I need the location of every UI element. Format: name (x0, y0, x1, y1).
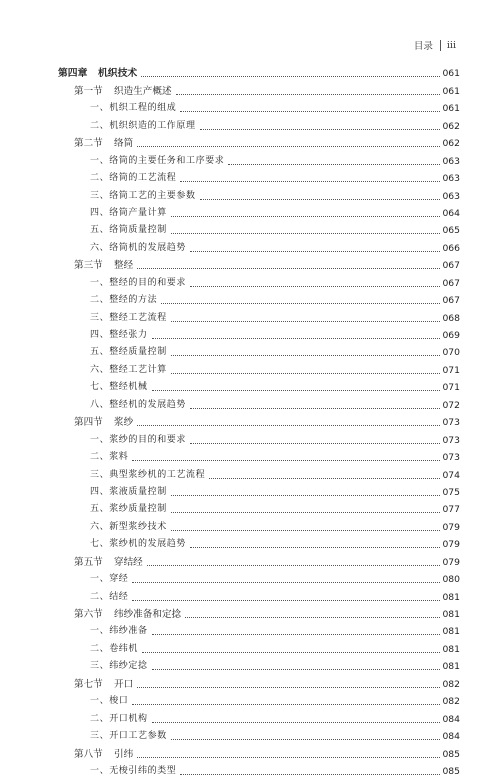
toc-entry-page: 079 (442, 539, 460, 551)
toc-entry-sub[interactable] (58, 637, 460, 654)
toc-entry-page: 061 (442, 103, 460, 115)
toc-entry-title: 浆纱 (114, 417, 134, 429)
toc-entry-label (58, 609, 181, 620)
toc-entry-title: 二、卷纬机 (90, 643, 139, 654)
toc-entry-page: 067 (442, 260, 460, 272)
toc-entry-section[interactable] (58, 742, 460, 759)
toc-entry-page: 069 (442, 330, 460, 341)
toc-entry-label (58, 574, 128, 585)
toc-entry-label (58, 173, 176, 184)
toc-entry-sub[interactable] (58, 481, 460, 498)
toc-entry-title: 整经 (114, 260, 134, 272)
toc-entry-title: 四、浆液质量控制 (90, 486, 167, 497)
dot-leader (152, 389, 441, 391)
toc-entry-page: 071 (442, 382, 460, 394)
toc-entry-label (58, 417, 133, 428)
toc-entry-label (58, 243, 186, 254)
toc-entry-title: 一、梭口 (90, 696, 129, 707)
dot-leader (180, 773, 440, 775)
dot-leader (137, 267, 440, 269)
toc-entry-sub[interactable] (58, 341, 460, 358)
dot-leader (190, 250, 440, 252)
toc-entry-sub[interactable] (58, 306, 460, 323)
toc-entry-page: 063 (442, 190, 460, 202)
toc-entry-number: 第七节 (74, 678, 103, 690)
toc-entry-sub[interactable] (58, 149, 460, 166)
toc-entry-title: 五、浆纱质量控制 (90, 504, 167, 515)
toc-entry-page: 084 (442, 731, 460, 743)
dot-leader (200, 198, 441, 200)
toc-entry-title: 一、络筒的主要任务和工序要求 (90, 155, 225, 166)
dot-leader (141, 75, 440, 77)
toc-entry-sub[interactable] (58, 463, 460, 480)
toc-entry-page: 063 (442, 155, 460, 167)
dot-leader (161, 302, 440, 304)
toc-entry-label (58, 626, 148, 637)
toc-entry-page: 074 (442, 469, 460, 481)
toc-entry-label (58, 138, 133, 149)
toc-entry-title: 二、开口机构 (90, 713, 148, 724)
dot-leader (171, 738, 441, 740)
dot-leader (190, 546, 440, 548)
toc-entry-page: 064 (442, 207, 460, 219)
toc-entry-page: 065 (442, 225, 460, 237)
toc-entry-page: 068 (442, 312, 460, 324)
dot-leader (132, 581, 440, 583)
dot-leader (137, 686, 440, 688)
toc-entry-page: 085 (442, 748, 460, 760)
toc-entry-label (58, 557, 143, 568)
toc-entry-page: 067 (442, 295, 460, 307)
toc-entry-title: 一、整经的目的和要求 (90, 277, 187, 288)
toc-entry-sub[interactable] (58, 760, 460, 777)
toc-entry-sub[interactable] (58, 498, 460, 515)
toc-entry-label (58, 661, 148, 672)
toc-entry-page: 084 (442, 713, 460, 725)
toc-entry-sub[interactable] (58, 376, 460, 393)
toc-entry-label (58, 435, 186, 446)
dot-leader (171, 372, 441, 374)
toc-entry-label (58, 121, 196, 132)
toc-entry-title: 穿结经 (114, 556, 143, 568)
dot-leader (171, 215, 441, 217)
toc-entry-sub[interactable] (58, 236, 460, 253)
toc-entry-label (58, 225, 167, 236)
toc-entry-title: 三、络筒工艺的主要参数 (90, 190, 196, 201)
dot-leader (147, 564, 441, 566)
toc-entry-sub[interactable] (58, 324, 460, 341)
dot-leader (152, 337, 441, 339)
toc-entry-page: 072 (442, 399, 460, 411)
toc-entry-sub[interactable] (58, 655, 460, 672)
toc-entry-page: 079 (442, 521, 460, 533)
toc-entry-label (58, 452, 128, 463)
toc-entry-sub[interactable] (58, 428, 460, 445)
toc-entry-sub[interactable] (58, 219, 460, 236)
toc-entry-sub[interactable] (58, 568, 460, 585)
toc-entry-label (58, 208, 167, 219)
toc-entry-number: 第四章 (58, 68, 88, 80)
toc-entry-page: 080 (442, 574, 460, 586)
toc-entry-title: 二、浆料 (90, 452, 129, 463)
toc-entry-title: 八、整经机的发展趋势 (90, 399, 187, 410)
toc-entry-label (58, 278, 186, 289)
toc-entry-label (58, 400, 186, 411)
toc-entry-sub[interactable] (58, 620, 460, 637)
toc-entry-sub[interactable] (58, 271, 460, 288)
toc-entry-label (58, 103, 176, 114)
toc-entry-label (58, 191, 196, 202)
toc-entry-title: 七、浆纱机的发展趋势 (90, 539, 187, 550)
toc-entry-sub[interactable] (58, 289, 460, 306)
toc-entry-sub[interactable] (58, 707, 460, 724)
toc-entry-title: 络筒 (114, 138, 134, 150)
toc-entry-label (58, 592, 128, 603)
toc-entry-label (58, 522, 167, 533)
toc-entry-label (58, 295, 157, 306)
dot-leader (171, 511, 441, 513)
toc-entry-page: 061 (442, 85, 460, 97)
toc-entry-label (58, 487, 167, 498)
dot-leader (171, 320, 441, 322)
toc-entry-title: 五、络筒质量控制 (90, 225, 167, 236)
dot-leader (152, 633, 441, 635)
toc-entry-title: 六、络筒机的发展趋势 (90, 242, 187, 253)
toc-entry-title: 纬纱准备和定捻 (114, 609, 182, 620)
dot-leader (176, 93, 441, 95)
toc-entry-label (58, 260, 133, 271)
toc-entry-page: 070 (442, 347, 460, 359)
toc-entry-sub[interactable] (58, 446, 460, 463)
toc-entry-sub[interactable] (58, 393, 460, 410)
toc-entry-page: 081 (442, 661, 460, 673)
toc-entry-label (58, 504, 167, 515)
toc-entry-page: 062 (442, 120, 460, 132)
dot-leader (132, 459, 440, 461)
toc-entry-title: 四、整经张力 (90, 330, 148, 340)
toc-entry-sub[interactable] (58, 184, 460, 201)
dot-leader (137, 424, 440, 426)
toc-entry-page: 061 (442, 68, 460, 80)
toc-entry-sub[interactable] (58, 725, 460, 742)
toc-entry-title: 七、整经机械 (90, 382, 148, 393)
toc-entry-sub[interactable] (58, 202, 460, 219)
toc-entry-page: 063 (442, 173, 460, 185)
toc-entry-title: 六、整经工艺计算 (90, 364, 167, 375)
toc-entry-section[interactable] (58, 254, 460, 271)
dot-leader (180, 110, 440, 112)
toc-entry-label (58, 365, 167, 376)
toc-entry-sub[interactable] (58, 167, 460, 184)
toc-entry-title: 六、新型浆纱技术 (90, 521, 167, 532)
toc-entry-page: 081 (442, 643, 460, 655)
toc-entry-page: 067 (442, 277, 460, 289)
toc-entry-label (58, 749, 133, 760)
toc-entry-sub[interactable] (58, 533, 460, 550)
header-divider (440, 40, 441, 51)
toc-entry-page: 075 (442, 486, 460, 498)
toc-entry-sub[interactable] (58, 690, 460, 707)
toc-entry-page: 073 (442, 434, 460, 446)
toc-entry-page: 081 (442, 591, 460, 603)
dot-leader (171, 529, 441, 531)
toc-entry-title: 一、浆纱的目的和要求 (90, 434, 187, 445)
toc-entry-sub[interactable] (58, 585, 460, 602)
dot-leader (200, 128, 441, 130)
toc-entry-section[interactable] (58, 411, 460, 428)
dot-leader (180, 180, 440, 182)
toc-entry-page: 077 (442, 504, 460, 516)
toc-entry-sub[interactable] (58, 358, 460, 375)
toc-entry-page: 082 (442, 678, 460, 690)
toc-entry-title: 二、整经的方法 (90, 295, 158, 306)
toc-entry-label (58, 86, 172, 97)
toc-entry-title: 一、机织工程的组成 (90, 103, 177, 114)
toc-entry-title: 五、整经质量控制 (90, 347, 167, 358)
toc-entry-section[interactable] (58, 79, 460, 96)
dot-leader (190, 442, 440, 444)
toc-entry-title: 四、络筒产量计算 (90, 207, 167, 218)
toc-entry-page: 079 (442, 556, 460, 568)
toc-entry-title: 二、络筒的工艺流程 (90, 173, 177, 184)
toc-entry-chapter[interactable] (58, 62, 460, 79)
toc-entry-label (58, 731, 167, 742)
toc-entry-number: 第六节 (74, 609, 103, 620)
toc-entry-title: 三、纬纱定捻 (90, 661, 148, 672)
toc-entry-title: 引纬 (114, 748, 134, 760)
toc-entry-page: 071 (442, 364, 460, 376)
dot-leader (185, 616, 440, 618)
running-header (414, 38, 456, 52)
toc-entry-label (58, 644, 138, 655)
header-label: 目录 (413, 41, 433, 52)
toc-entry-label (58, 766, 176, 777)
toc-entry-page: 082 (442, 696, 460, 708)
toc-entry-title: 织造生产概述 (114, 85, 172, 97)
dot-leader (171, 232, 441, 234)
dot-leader (152, 668, 441, 670)
header-page-number: iii (446, 39, 456, 51)
toc-entry-page: 062 (442, 138, 460, 150)
dot-leader (132, 599, 440, 601)
toc-entry-label (58, 313, 167, 324)
toc-entry-title: 一、穿经 (90, 574, 129, 585)
toc-entry-page: 085 (442, 765, 460, 777)
toc-entry-number: 第二节 (74, 138, 103, 150)
dot-leader (132, 703, 440, 705)
toc-entry-number: 第四节 (74, 417, 103, 429)
dot-leader (190, 407, 440, 409)
dot-leader (142, 651, 440, 653)
dot-leader (190, 285, 440, 287)
dot-leader (137, 145, 440, 147)
toc-entry-title: 一、无梭引纬的类型 (90, 765, 177, 776)
toc-entry-page: 081 (442, 609, 460, 620)
toc-entry-label (58, 679, 133, 690)
toc-entry-label (58, 382, 148, 393)
toc-entry-title: 二、结经 (90, 591, 129, 602)
toc-entry-label (58, 539, 186, 550)
toc-entry-number: 第五节 (74, 556, 103, 568)
toc-entry-section[interactable] (58, 550, 460, 567)
toc-entry-label (58, 68, 137, 79)
toc-entry-section[interactable] (58, 672, 460, 689)
toc-entry-label (58, 714, 148, 725)
dot-leader (171, 494, 441, 496)
toc-entry-section[interactable] (58, 132, 460, 149)
toc-entry-number: 第八节 (74, 748, 103, 760)
toc-entry-page: 081 (442, 626, 460, 638)
toc-entry-label (58, 470, 205, 481)
toc-entry-title: 一、纬纱准备 (90, 626, 148, 637)
table-of-contents (58, 62, 460, 777)
dot-leader (228, 163, 440, 165)
toc-entry-title: 三、典型浆纱机的工艺流程 (90, 469, 206, 480)
toc-entry-label (58, 330, 148, 341)
toc-entry-label (58, 156, 224, 167)
toc-entry-title: 机织技术 (98, 68, 138, 80)
dot-leader (171, 354, 441, 356)
toc-entry-title: 开口 (114, 678, 134, 690)
toc-entry-page: 073 (442, 452, 460, 464)
dot-leader (152, 721, 441, 723)
toc-entry-section[interactable] (58, 603, 460, 620)
toc-entry-sub[interactable] (58, 515, 460, 532)
toc-entry-page: 066 (442, 242, 460, 254)
toc-entry-number: 第一节 (74, 85, 103, 97)
toc-entry-title: 三、整经工艺流程 (90, 312, 167, 323)
toc-entry-page: 073 (442, 417, 460, 429)
toc-entry-title: 三、开口工艺参数 (90, 731, 167, 742)
dot-leader (209, 477, 440, 479)
toc-entry-number: 第三节 (74, 260, 103, 272)
toc-entry-sub[interactable] (58, 114, 460, 131)
toc-entry-label (58, 347, 167, 358)
toc-entry-sub[interactable] (58, 97, 460, 114)
toc-entry-title: 二、机织织造的工作原理 (90, 120, 196, 131)
dot-leader (137, 756, 440, 758)
